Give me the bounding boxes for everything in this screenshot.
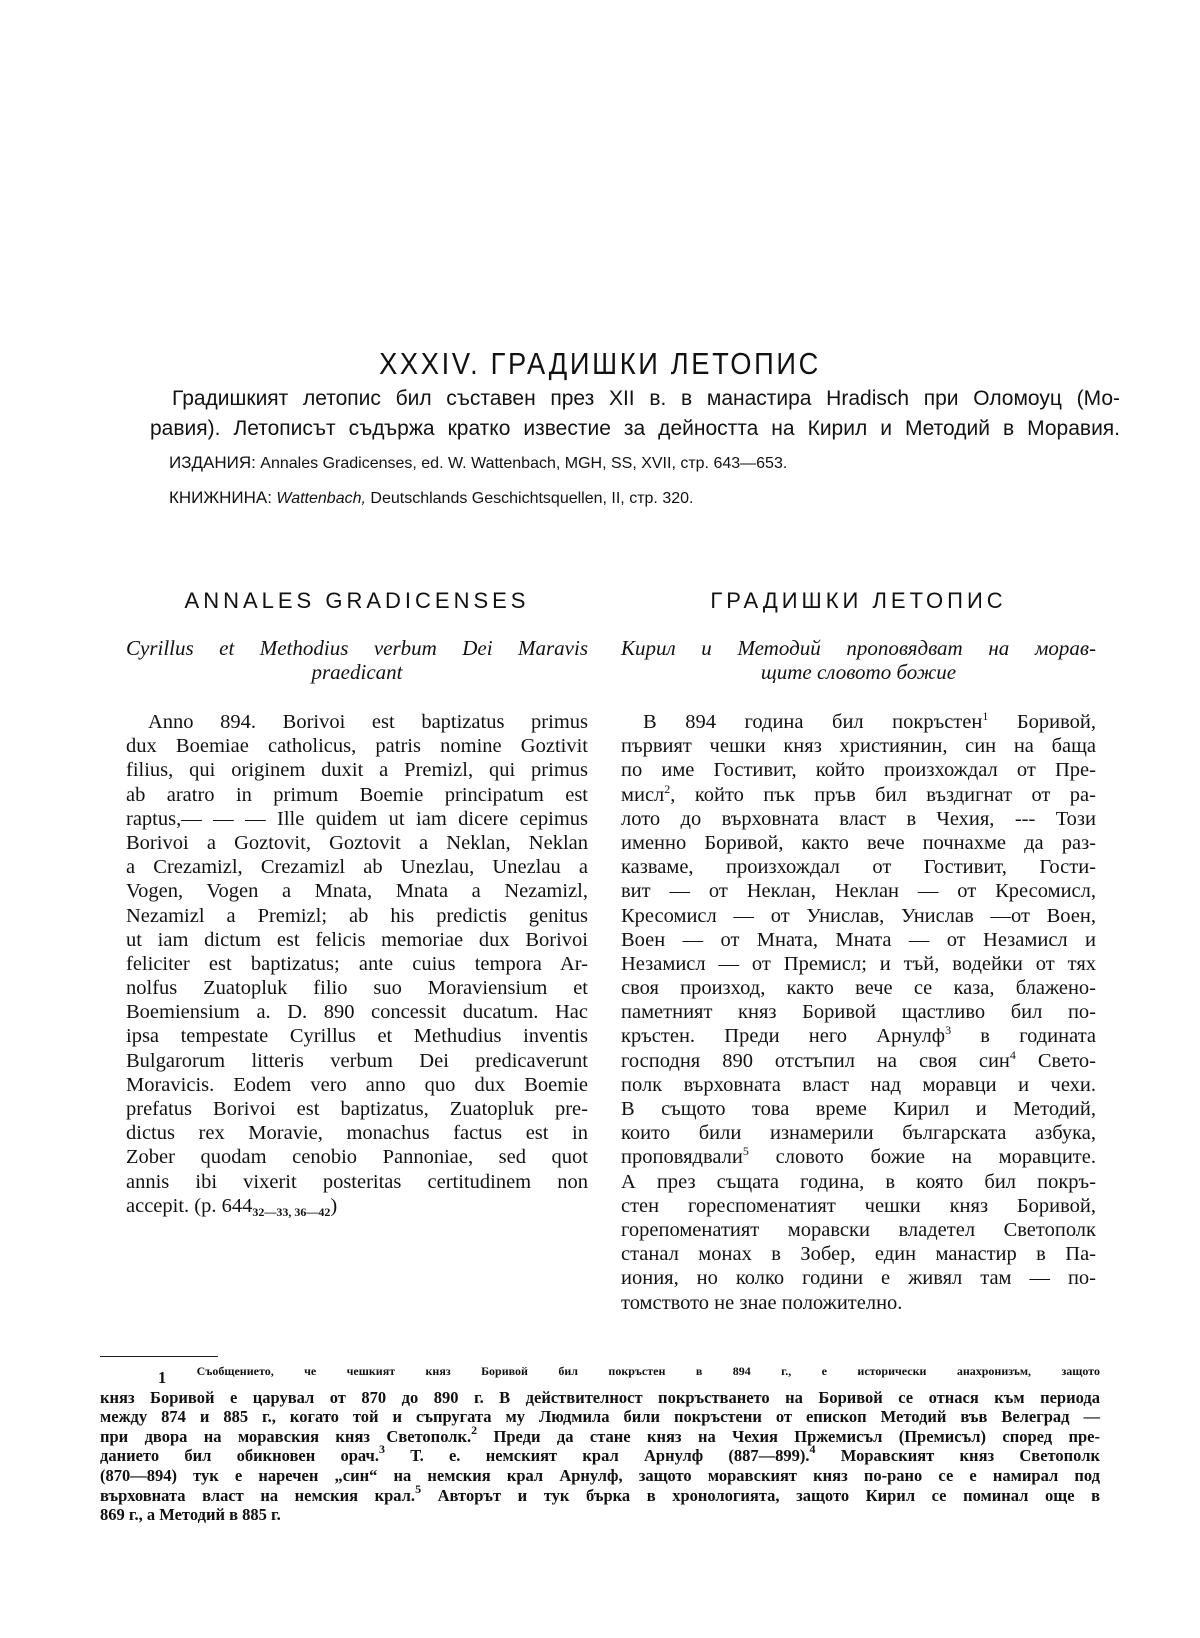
bulgarian-text-line [621, 1024, 1096, 1048]
literature-reference [169, 488, 693, 508]
footnote-line [100, 1364, 1100, 1388]
latin-text-line: raptus,— — — Ille quidem ut iam dicere cepimus [126, 807, 588, 830]
bulgarian-text-line [621, 1218, 1096, 1242]
bulgarian-text-line [621, 783, 1096, 807]
bulgarian-text-line [621, 1145, 1096, 1169]
text-run: казваме, произхождал от Гостивит, Гости- [621, 856, 1096, 879]
latin-text-line: Nezamizl a Premizl; ab his predictis genitus [126, 904, 588, 927]
text-run: стен гореспоменатият чешки княз Боривой, [621, 1194, 1096, 1217]
text-run: върховната власт на немския крал. [100, 1485, 416, 1505]
text-run: В 894 година бил покръстен [643, 711, 983, 733]
footnote-marker: 4 [809, 1442, 816, 1457]
latin-text-line: Anno 894. Borivoi est baptizatus primus [148, 711, 588, 733]
text-run: Воен — от Мната, Мната — от Незамисл и [621, 928, 1096, 951]
text-run: Незамисл — от Премисл; и тъй, водейки от тях [621, 952, 1096, 975]
footnote-line [100, 1388, 1100, 1408]
latin-text-line: filius, qui originem duxit a Premizl, qui primus [126, 759, 588, 782]
latin-text-line: ipsa tempestate Cyrillus et Methudius inventis [126, 1025, 588, 1048]
footnote-line [100, 1422, 1100, 1447]
bulgarian-text-line [621, 807, 1096, 831]
latin-text-line [126, 1194, 588, 1218]
text-run: паметният княз Боривой щастливо бил по- [621, 1001, 1096, 1024]
text-run: 1 [158, 1368, 167, 1387]
latin-text-line: Bulgarorum litteris verbum Dei predicaverunt [126, 1049, 588, 1072]
latin-text-line: annis ibi vixerit posteritas certitudinem non [126, 1170, 588, 1193]
text-run: княз Боривой е царувал от 870 до 890 г. В действителност покръстването на Боривой се отнася към периода [100, 1387, 1100, 1407]
text-run: Т. е. немският крал Арнулф (887—899). [384, 1446, 810, 1466]
bulgarian-text-line [621, 758, 1096, 782]
text-run: А през същата година, в която бил покръ- [621, 1170, 1096, 1193]
latin-subtitle [126, 636, 588, 684]
footnote-marker: 5 [742, 1144, 749, 1159]
bulgarian-text-line [621, 952, 1096, 976]
intro-line: равия). Летописът съдържа кратко известие за дейността на Кирил и Методий в Моравия. [150, 417, 1120, 440]
bulgarian-text-line [621, 928, 1096, 952]
latin-text-line: Borivoi a Goztovit, Goztovit a Neklan, Neklan [126, 831, 588, 854]
footnote-marker: 5 [415, 1481, 422, 1496]
text-run: проповядвали [621, 1146, 743, 1169]
latin-text-line: feliciter est baptizatus; ante cuius tempora Ar- [126, 952, 588, 975]
footnote-marker: 1 [982, 709, 989, 723]
latin-text [126, 710, 588, 1218]
bulgarian-subtitle-line: щите словото божие [760, 660, 957, 684]
bulgarian-text-line [621, 855, 1096, 879]
latin-text-line: a Crezamizl, Crezamizl ab Unezlau, Unezlau a [126, 856, 588, 879]
text-run: лото до върховната власт в Чехия, --- Този [621, 807, 1096, 830]
bulgarian-text-line [621, 1049, 1096, 1073]
footnote-marker: 3 [945, 1023, 952, 1038]
footnote-marker: 4 [1009, 1047, 1016, 1062]
footnote-line [100, 1407, 1100, 1427]
bulgarian-text-line [621, 1073, 1096, 1097]
bulgarian-text-line [621, 1291, 1096, 1315]
bulgarian-text-line [621, 1242, 1096, 1266]
latin-text-line: Boemiensium a. D. 890 concessit ducatum. Hac [126, 1001, 588, 1024]
text-run: господня 890 отстъпил на своя син [621, 1049, 1010, 1072]
bulgarian-column [621, 588, 1096, 1315]
footnote-line [100, 1505, 1100, 1525]
text-run: В същото това време Кирил и Методий, [621, 1098, 1096, 1120]
line-reference: 32—33, 36—42 [252, 1204, 331, 1219]
bulgarian-text-line [621, 904, 1096, 928]
text-run: именно Боривой, както вече почнахме да раз- [621, 831, 1096, 854]
bulgarian-subtitle [621, 636, 1096, 684]
latin-text-line: dictus rex Moravie, monachus factus est in [126, 1122, 588, 1145]
bulgarian-text [621, 710, 1096, 1315]
latin-subtitle-line: Cyrillus et Methodius verbum Dei Maravis [126, 636, 588, 660]
text-run: Кресомисл — от Унислав, Унислав —от Воен, [621, 904, 1096, 927]
latin-text-line: Vogen, Vogen a Mnata, Mnata a Nezamizl, [126, 880, 588, 903]
text-run: (870—894) тук е наречен „син“ на немския крал Арнулф, защото моравският княз по-рано се е намирал под [100, 1465, 1100, 1485]
text-run: мисл [621, 783, 665, 806]
intro-line: Градишкият летопис бил съставен през XII в. в манастира Hradisch при Оломоуц (Мо- [172, 387, 1120, 410]
literature-text: Deutschlands Geschichtsquellen, II, стр. 320. [370, 490, 694, 507]
bulgarian-heading: ГРАДИШКИ ЛЕТОПИС [710, 588, 1007, 613]
footnote-marker: 2 [664, 781, 671, 796]
text-run: които били изнамерили българската азбука, [621, 1122, 1096, 1145]
text-run: първият чешки княз християнин, син на баща [621, 735, 1096, 758]
text-run: по име Гостивит, който произхождал от Пре- [621, 759, 1096, 782]
text-run: между 874 и 885 г., когато той и съпругата му Людмила били покръстени от епископ Методий във Велеград — [100, 1407, 1100, 1427]
page-reference: accepit. (p. 644 [126, 1194, 253, 1217]
bulgarian-text-line [621, 1266, 1096, 1290]
text-run: словото божие на моравците. [748, 1146, 1096, 1169]
text-run: кръстен. Преди него Арнулф [621, 1025, 946, 1048]
literature-label: КНИЖНИНА: [169, 488, 272, 507]
text-run: при двора на моравския княз Светополк. [100, 1426, 472, 1446]
bulgarian-text-line [621, 1170, 1096, 1194]
text-run: вит — от Неклан, Неклан — от Кресомисл, [621, 880, 1096, 903]
bulgarian-text-line [621, 879, 1096, 903]
latin-heading: ANNALES GRADICENSES [184, 588, 530, 613]
text-run: , който пък пръв бил въздигнат от ра- [670, 783, 1096, 806]
literature-author: Wattenbach, [276, 490, 366, 507]
bulgarian-text-line [621, 1097, 1096, 1121]
introduction [150, 384, 1120, 444]
latin-subtitle-line: praedicant [311, 660, 403, 684]
footnote-marker: Съобщението, че чешкият княз Боривой бил покръстен в 894 г., е исторически анахронизъм, защото [166, 1364, 1100, 1378]
text-run: Моравският княз Светополк [815, 1446, 1100, 1466]
text-run: горепоменатият моравски владетел Светополк [621, 1218, 1096, 1241]
latin-text-line: ut iam dictum est felicis memoriae dux Borivoi [126, 928, 588, 951]
bulgarian-text-line [621, 710, 1096, 734]
footnote-marker: 2 [471, 1422, 478, 1437]
text-run: в годината [951, 1025, 1097, 1048]
bulgarian-text-line [621, 734, 1096, 758]
text-run: иония, но колко години е живял там — по- [621, 1267, 1096, 1290]
bulgarian-text-line [621, 1000, 1096, 1024]
text-run: Свето- [1015, 1049, 1096, 1072]
text-run: станал монах в Зобер, един манастир в Па- [621, 1243, 1096, 1266]
latin-text-line: nolfus Zuatopluk filio suo Moraviensium et [126, 977, 588, 1000]
text-run: Преди да стане княз на Чехия Пржемисъл (Премисъл) според пре- [477, 1426, 1100, 1446]
bulgarian-text-line [621, 1194, 1096, 1218]
editions-label: ИЗДАНИЯ: [169, 453, 256, 472]
footnote-line [100, 1466, 1100, 1486]
bulgarian-text-line [621, 976, 1096, 1000]
text-run: 869 г., а Методий в 885 г. [100, 1505, 281, 1525]
footnote-marker: 3 [378, 1442, 385, 1457]
latin-text-line: Moravicis. Eodem vero anno quo dux Boemie [126, 1073, 588, 1096]
closing-parenthesis: ) [330, 1194, 338, 1217]
text-run: томството не знае положително. [621, 1291, 903, 1314]
editions-text: Annales Gradicenses, ed. W. Wattenbach, MGH, SS, XVII, стр. 643—653. [260, 455, 788, 472]
footnote-line [100, 1442, 1100, 1466]
latin-text-line: prefatus Borivoi est baptizatus, Zuatopluk pre- [126, 1098, 588, 1120]
footnote-divider [100, 1356, 218, 1357]
page-title: XXXIV. ГРАДИШКИ ЛЕТОПИС [379, 345, 821, 381]
text-run: полк върховната власт над моравци и чехи. [621, 1073, 1096, 1096]
bulgarian-subtitle-line: Кирил и Методий проповядват на морав- [621, 636, 1096, 660]
text-run: данието бил обикновен орач. [100, 1446, 379, 1466]
latin-column [126, 588, 588, 1218]
text-run: своя произход, както вече се каза, блажено- [621, 977, 1096, 1000]
bulgarian-text-line [621, 831, 1096, 855]
latin-text-line: ab aratro in primum Boemie principatum est [126, 783, 588, 806]
footnote-line [100, 1481, 1101, 1506]
latin-text-line: dux Boemiae catholicus, patris nomine Goztivit [126, 735, 588, 758]
footnotes [100, 1364, 1101, 1525]
editions-reference [169, 453, 787, 473]
bulgarian-text-line [621, 1121, 1096, 1145]
text-run: Боривой, [988, 711, 1096, 733]
text-run: Авторът и тук бърка в хронологията, защото Кирил се поминал още в [421, 1485, 1101, 1505]
latin-text-line: Zober quodam cenobio Pannoniae, sed quot [126, 1146, 588, 1169]
